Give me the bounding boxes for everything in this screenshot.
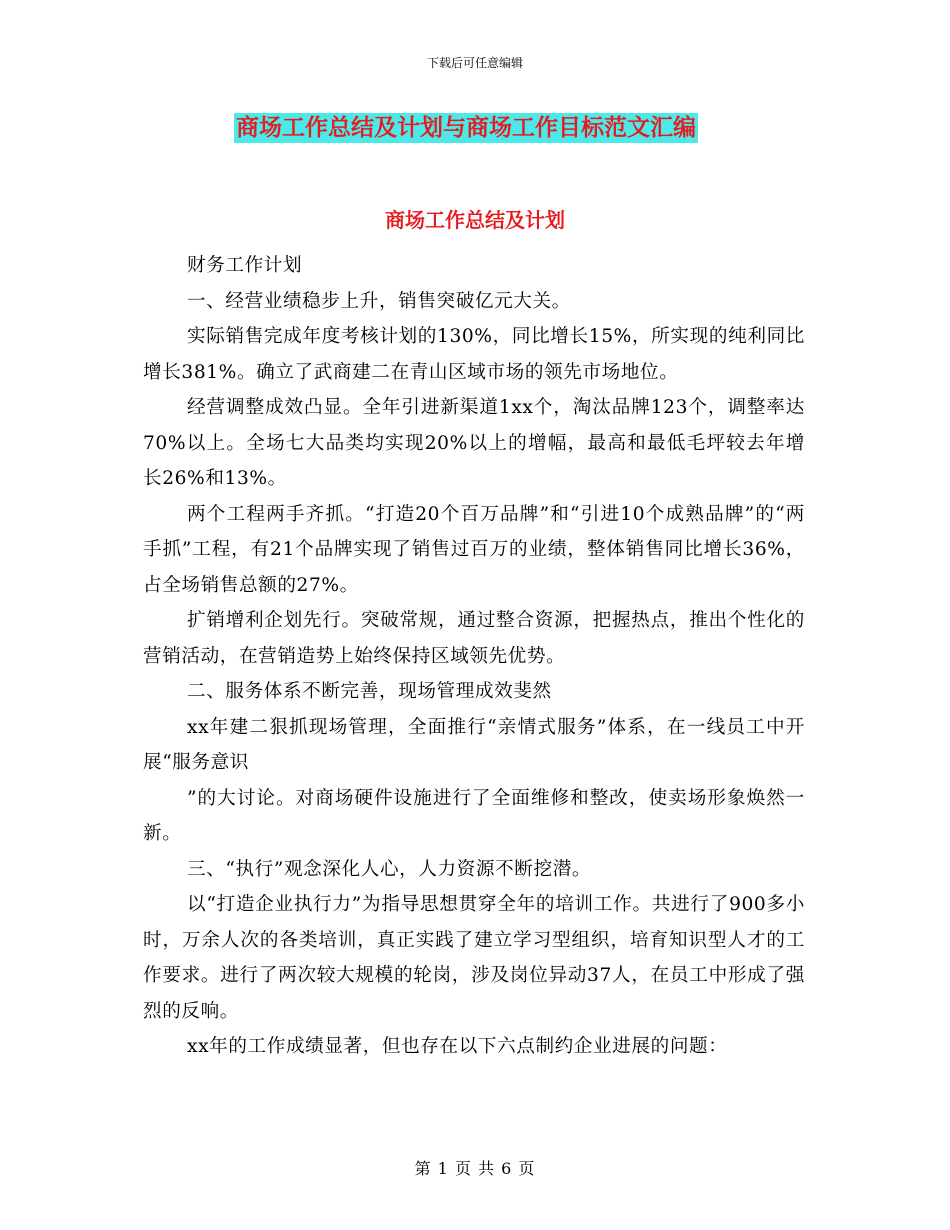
paragraph: xx年的工作成绩显著，但也存在以下六点制约企业进展的问题： bbox=[187, 1036, 728, 1057]
paragraph: 一、经营业绩稳步上升，销售突破亿元大关。 bbox=[187, 290, 571, 312]
paragraph: 两个工程两手齐抓。“打造20个百万品牌”和“引进10个成熟品牌”的“两手抓”工程，有21个品牌实现了销售过百万的业绩，整体销售同比增长36%，占全场销售总额的27%。 bbox=[143, 503, 805, 596]
paragraph: ”的大讨论。对商场硬件设施进行了全面维修和整改，使卖场形象焕然一新。 bbox=[143, 787, 805, 844]
paragraph: xx年建二狠抓现场管理，全面推行“亲情式服务”体系，在一线员工中开展“服务意识 bbox=[143, 716, 805, 773]
page-footer: 第 1 页 共 6 页 bbox=[414, 1159, 536, 1178]
paragraph: 扩销增利企划先行。突破常规，通过整合资源，把握热点，推出个性化的营销活动，在营销造势上始终保持区域领先优势。 bbox=[143, 610, 805, 667]
paragraph: 二、服务体系不断完善，现场管理成效斐然 bbox=[187, 681, 552, 702]
paragraph: 以“打造企业执行力”为指导思想贯穿全年的培训工作。共进行了900多小时，万余人次的各类培训，真正实践了建立学习型组织，培育知识型人才的工作要求。进行了两次较大规模的轮岗，涉及岗位异动37人，在员工中形成了强烈的反响。 bbox=[143, 894, 805, 1022]
paragraph: 财务工作计划 bbox=[187, 255, 303, 276]
paragraph: 实际销售完成年度考核计划的130%，同比增长15%，所实现的纯利同比增长381%。确立了武商建二在青山区域市场的领先市场地位。 bbox=[143, 326, 805, 383]
paragraph: 经营调整成效凸显。全年引进新渠道1xx个，淘汰品牌123个，调整率达70%以上。全场七大品类均实现20%以上的增幅，最高和最低毛坪较去年增长26%和13%。 bbox=[143, 397, 805, 489]
section-title: 商场工作总结及计划 bbox=[385, 208, 565, 232]
main-title: 商场工作总结及计划与商场工作目标范文汇编 bbox=[236, 115, 696, 141]
document-body bbox=[143, 248, 805, 1065]
page-header: 下载后可任意编辑 bbox=[426, 56, 523, 70]
paragraph: 三、“执行”观念深化人心，人力资源不断挖潜。 bbox=[187, 858, 592, 880]
